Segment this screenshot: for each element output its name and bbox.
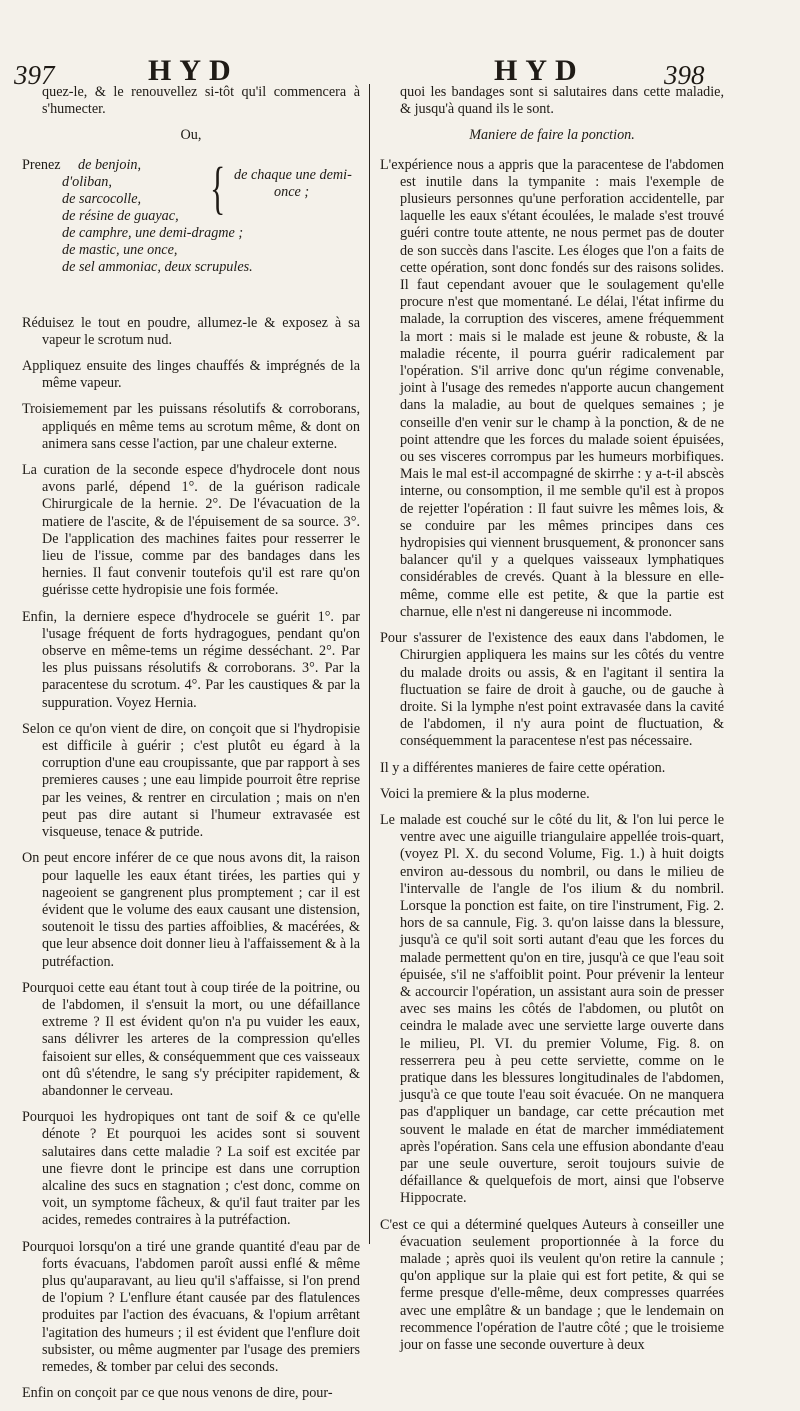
- ingredient: de sarcocolle,: [62, 190, 142, 207]
- or-separator: Ou,: [180, 127, 202, 144]
- paragraph: Appliquez ensuite des linges chauffés & imprégnés de la même vapeur.: [22, 358, 360, 392]
- paragraph: quez-le, & le renouvellez si-tôt qu'il commencera à s'humecter.: [42, 84, 360, 118]
- paragraph: Enfin, la derniere espece d'hydrocele se guérit 1°. par l'usage fréquent de forts hydragogues, pendant qu'on observe en même-tems un régime desséchant. 2°. Par les plus puissans résolutifs & corroborans. 3°. Par la paracentese du scrotum. 4°. Par les caustiques & par la suppuration. Voyez Hernia.: [22, 608, 360, 711]
- dosage-text: once ;: [274, 183, 310, 200]
- paragraph: Pourquoi les hydropiques ont tant de soif & ce qu'elle dénote ? Et pourquoi les acides sont si souvent salutaires dans cette maladie ? La soif est excitée par une fievre dont le principe est dans une corruption alcaline des sucs en stagnation ; c'est donc, comme on voit, un symptome fâcheux, & qu'il faut traiter par les acides, remedes contraires à la putréfaction.: [22, 1109, 360, 1229]
- paragraph: Selon ce qu'on vient de dire, on conçoit que si l'hydropisie est difficile à guérir ; c'est plutôt eu égard à la corruption d'une eau croupissante, que par rapport à ses premieres causes ; une eau limpide pourroit être reprise par les veines, & rentrer en circulation ; mais on n'en peut pas dire autant si l'humeur extravasée est visqueuse, tenace & putride.: [22, 720, 360, 841]
- ingredient: de sel ammoniac, deux scrupules.: [62, 258, 253, 275]
- paragraph: La curation de la seconde espece d'hydrocele dont nous avons parlé, dépend 1°. de la guérison radicale Chirurgicale de la hernie. 2°. De l'évacuation de la matiere de l'ascite, & de l'épuisement de sa source. 3°. De l'application des machines faites pour resserrer le lieu de l'issue, comme par des bandages dans les hernies. Il faut convenir toutefois qu'il est rare qu'on guérisse cette hydropisie une fois formée.: [22, 462, 360, 599]
- right-page-number: 398: [664, 60, 705, 90]
- column-divider: [369, 84, 370, 1244]
- ingredient: d'oliban,: [62, 173, 112, 190]
- left-column: [22, 84, 360, 1411]
- paragraph: On peut encore inférer de ce que nous avons dit, la raison pour laquelle les eaux étant tirées, les parties qui y nageoient se gangrenent plus promptement ; car il est évident que le volume des eaux causant une distension, soutenoit le tissu des parties affoiblies, & macérées, & que leur absence doit donner lieu à l'affaissement & à la putréfaction.: [22, 850, 360, 970]
- paragraph: Réduisez le tout en poudre, allumez-le & exposez à sa vapeur le scrotum nud.: [22, 314, 360, 348]
- paragraph: Le malade est couché sur le côté du lit, & l'on lui perce le ventre avec une aiguille triangulaire appellée trois-quart, (voyez Pl. X. du second Volume, Fig. 1.) à huit doigts environ au-dessous du nombril, ou dans le milieu de l'intervalle de l'angle de l'os ilium & du nombril. Lorsque la ponction est faite, on tire l'instrument, Fig. 2. hors de sa cannule, Fig. 3. qu'on laisse dans la blessure, jusqu'à ce qu'il soit sorti autant d'eau que les forces du malade permettent qu'on en tire, jusqu'à ce que l'eau soit épuisée, s'il ne s'affoiblit point. Pour prévenir la lenteur & accourcir l'opération, un assistant aura soin de presser avec ses mains les côtés de l'abdomen, ou plutôt on ceindra le malade avec une serviette large ouverte dans le milieu, Pl. VI. du premier Volume, Fig. 8. on resserrera peu à peu cette serviette, comme on le pratique dans les blessures longitudinales de l'abdomen, jusqu'à ce que toute l'eau soit évacuée. On ne manquera pas d'appliquer un bandage, car cette précaution met souvent le malade en état de marcher immédiatement après l'opération. Sans cela une effusion abondante d'eau par une seule ouverture, seroit toujours suivie de défaillance & quelquefois de mort, ainsi que l'observe Hippocrate.: [380, 811, 724, 1207]
- ingredient: de benjoin,: [78, 156, 142, 173]
- paragraph: Troisiemement par les puissans résolutifs & corroborans, appliqués en même tems au scrotum même, & dont on animera sans cesse l'action, par une chaleur externe.: [22, 401, 360, 452]
- right-column: [380, 84, 724, 1363]
- left-running-head: HYD: [148, 54, 239, 87]
- section-heading: Maniere de faire la ponction.: [469, 127, 635, 144]
- paragraph: Pour s'assurer de l'existence des eaux dans l'abdomen, le Chirurgien appliquera les mains sur les côtés du ventre du malade droits ou assis, & en l'agitant il sentira la fluctuation se faire de droit à gauche, ou de gauche à droite. Si la lymphe n'est point extravasée dans la cavité de l'abdomen, il n'y aura point de fluctuation, & conséquemment la paracentese n'est pas nécessaire.: [380, 630, 724, 750]
- paragraph: Enfin on conçoit par ce que nous venons de dire, pour-: [22, 1385, 333, 1402]
- ingredient: de mastic, une once,: [62, 241, 178, 258]
- right-running-head: HYD: [494, 54, 585, 87]
- recipe-block: [22, 154, 360, 305]
- prenez-label: Prenez: [22, 156, 61, 173]
- ingredient: de résine de guayac,: [62, 207, 179, 224]
- left-page-number: 397: [14, 60, 55, 90]
- paragraph: quoi les bandages sont si salutaires dans cette maladie, & jusqu'à quand ils le sont.: [400, 84, 724, 118]
- paragraph: C'est ce qui a déterminé quelques Auteurs à conseiller une évacuation seulement proportionnée à la force du malade ; après quoi ils veulent qu'on retire la cannule ; qu'on applique sur la plaie qui est fort petite, & qui se ferme presque d'elle-même, deux compresses quarrées avec une emplâtre & un bandage ; que le lendemain on recommence l'opération de l'autre côté ; que le troisieme jour on fasse une seconde ouverture à deux: [380, 1216, 724, 1354]
- ingredient: de camphre, une demi-dragme ;: [62, 224, 244, 241]
- paragraph: Pourquoi cette eau étant tout à coup tirée de la poitrine, ou de l'abdomen, il s'ensuit la mort, ou une défaillance extreme ? Il est évident qu'on n'a pu vuider les eaux, sans délivrer les arteres de la compression qu'elles faisoient sur elles, & conséquemment que ces vaisseaux ont dû s'étendre, le sang s'y précipiter rapidement, & abandonner le cerveau.: [22, 979, 360, 1099]
- paragraph: Pourquoi lorsqu'on a tiré une grande quantité d'eau par de forts évacuans, l'abdomen paroît aussi enflé & même plus qu'auparavant, au lieu qu'il s'affaisse, si l'on prend de l'opium ? L'enflure étant causée par des flatulences produites par l'action des évacuans, & l'opium arrêtant l'agitation des humeurs ; il est évident que l'enflure doit subsister, ou même augmenter par l'usage des premiers remedes, & tomber par celui des seconds.: [22, 1238, 360, 1375]
- paragraph: Voici la premiere & la plus moderne.: [380, 785, 590, 802]
- paragraph: Il y a différentes manieres de faire cette opération.: [380, 759, 666, 776]
- dosage-text: de chaque une demi-: [234, 166, 352, 183]
- paragraph: L'expérience nous a appris que la paracentese de l'abdomen est inutile dans la tympanite : mais l'exemple de plusieurs personnes qu'une perforation accidentelle, par laquelle les eaux s'étant écoulées, le malade s'est trouvé guéri contre toute attente, ne nous permet pas de douter de son succès dans l'ascite. Les éloges que l'on a faits de cette opération, sont donc fondés sur des raisons solides. Il faut cependant avouer que le soulagement qu'elle procure n'est que momentané. Le délai, l'état infirme du malade, la corruption des visceres, amene fréquemment la mort : mais si le malade est jeune & robuste, & la maladie récente, il pourra guérir radicalement par l'opération. S'il arrive donc qu'un régime convenable, joint à l'usage des remedes n'apporte aucun changement dans la maladie, au bout de quelques semaines ; je conseille d'en venir sur le champ à la ponction, & de ne point attendre que les forces du malade soient épuisées, ou ses visceres corrompus par les humeurs morbifiques. Mais le mal est-il accompagné de skirrhe : y a-t-il abscès interne, ou consomption, il me semble qu'il est à propos de rejetter l'opération : Il faut suivre les mêmes lois, & se conduire par les mêmes principes dans ces hydropisies qui viennent brusquement, & prononcer sans balancer qu'il y a quelques vaisseaux lymphatiques considérables de crevés. Quant à la blessure en elle-même, comme elle est petite, & que la partie est charnue, elle n'est ni dangereuse ni incommode.: [380, 156, 724, 620]
- brace-mark: {: [210, 154, 226, 220]
